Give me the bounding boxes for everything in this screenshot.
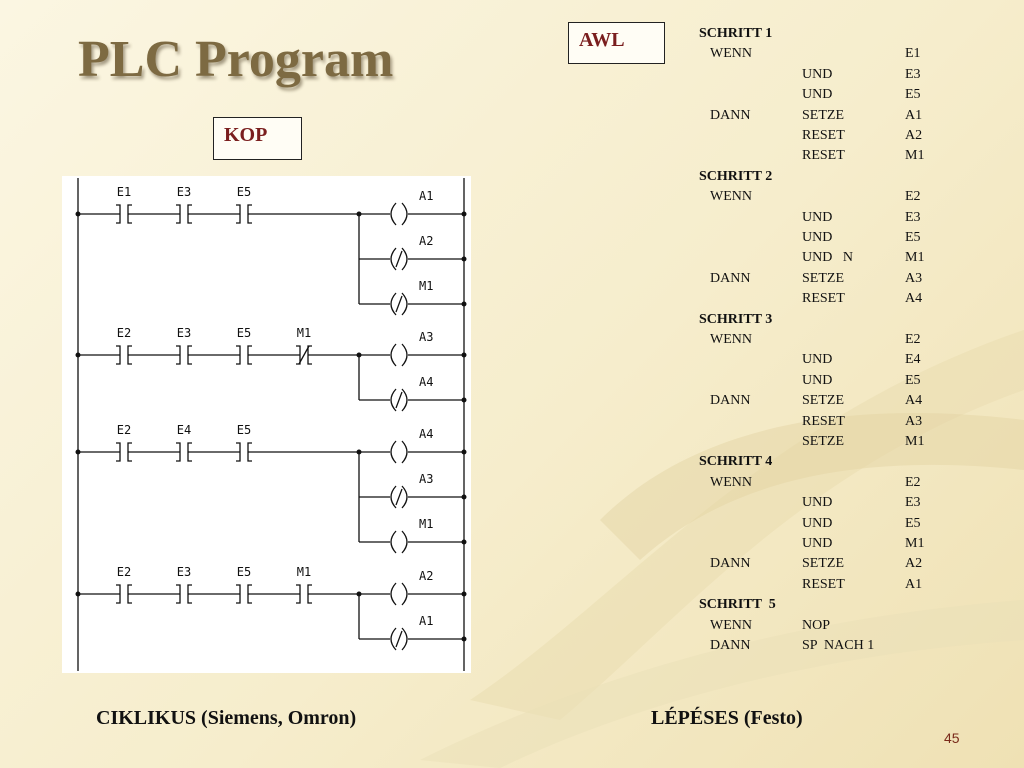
awl-operator: RESET xyxy=(802,413,845,429)
contact-label: E5 xyxy=(236,423,252,437)
coil-arc-left xyxy=(391,628,396,650)
coil-arc-right xyxy=(402,628,407,650)
contact-label: E2 xyxy=(116,423,132,437)
awl-operator: SETZE xyxy=(802,107,844,123)
coil-label: A4 xyxy=(419,427,434,441)
awl-operator: UND xyxy=(802,372,833,388)
contact-label: E5 xyxy=(236,185,252,199)
junction-dot xyxy=(462,257,467,262)
awl-step-header: SCHRITT 4 xyxy=(699,454,773,470)
coil-arc-left xyxy=(391,531,396,553)
coil-arc-left xyxy=(391,248,396,270)
awl-operand: M1 xyxy=(905,536,925,551)
awl-operator: UND xyxy=(802,87,833,103)
coil-label: A3 xyxy=(419,472,434,486)
coil-arc-left xyxy=(391,389,396,411)
awl-operand: E3 xyxy=(905,209,921,225)
awl-keyword: WENN xyxy=(710,617,752,633)
awl-operator: UND xyxy=(802,536,833,551)
coil-reset-slash xyxy=(396,392,402,408)
contact-label: E5 xyxy=(236,565,252,579)
awl-operand: E5 xyxy=(905,87,921,103)
awl-operand: E3 xyxy=(905,66,921,82)
junction-dot xyxy=(357,212,362,217)
awl-operand: E3 xyxy=(905,495,921,511)
caption-cyclic: CIKLIKUS (Siemens, Omron) xyxy=(96,707,357,729)
awl-keyword: DANN xyxy=(710,393,751,409)
awl-operator: UND xyxy=(802,495,833,511)
coil-reset-slash xyxy=(396,251,402,267)
ladder-diagram xyxy=(62,176,471,673)
coil-arc-right xyxy=(402,293,407,315)
awl-step-header: SCHRITT 5 xyxy=(699,597,776,613)
junction-dot xyxy=(462,495,467,500)
coil-label: A1 xyxy=(419,614,434,628)
awl-operator: RESET xyxy=(802,128,845,143)
awl-keyword: WENN xyxy=(710,332,752,347)
awl-operand: A1 xyxy=(905,107,923,123)
contact-label: E2 xyxy=(116,565,132,579)
contact-label: M1 xyxy=(296,326,312,340)
awl-operand: M1 xyxy=(905,148,925,164)
coil-arc-left xyxy=(391,293,396,315)
awl-operand: E5 xyxy=(905,230,921,245)
kop-label-box xyxy=(213,117,302,160)
coil-arc-right xyxy=(402,389,407,411)
awl-operand: E5 xyxy=(905,515,921,531)
awl-operator: SETZE xyxy=(802,434,844,449)
awl-operand: E2 xyxy=(905,332,921,347)
awl-operator: UND xyxy=(802,230,833,245)
rung-2 xyxy=(76,326,467,411)
awl-operator: UND xyxy=(802,66,833,82)
awl-operator: SETZE xyxy=(802,270,844,286)
awl-operand: A2 xyxy=(905,128,923,143)
coil-arc-right xyxy=(402,441,407,463)
coil-arc-right xyxy=(402,203,407,225)
awl-operator: NOP xyxy=(802,617,831,633)
junction-dot xyxy=(462,398,467,403)
awl-operand: E4 xyxy=(905,352,921,368)
awl-label-box xyxy=(568,22,665,64)
awl-operator: UND xyxy=(802,352,833,368)
coil-arc-left xyxy=(391,441,396,463)
awl-keyword: DANN xyxy=(710,107,751,123)
awl-label: AWL xyxy=(579,29,625,51)
junction-dot xyxy=(462,212,467,217)
kop-label: KOP xyxy=(224,124,268,146)
awl-operand: E1 xyxy=(905,46,921,62)
junction-dot xyxy=(462,540,467,545)
awl-keyword: WENN xyxy=(710,474,752,490)
coil-label: A2 xyxy=(419,569,434,583)
awl-operand: E5 xyxy=(905,372,921,388)
junction-dot xyxy=(462,353,467,358)
coil-reset-slash xyxy=(396,631,402,647)
coil-arc-left xyxy=(391,583,396,605)
coil-arc-right xyxy=(402,344,407,366)
junction-dot xyxy=(357,450,362,455)
awl-keyword: DANN xyxy=(710,270,751,286)
awl-operand: A1 xyxy=(905,576,923,592)
coil-arc-right xyxy=(402,248,407,270)
contact-label: E3 xyxy=(176,185,192,199)
coil-reset-slash xyxy=(396,296,402,312)
contact-label: E1 xyxy=(116,185,132,199)
ladder-diagram-svg xyxy=(62,176,471,673)
coil-arc-left xyxy=(391,486,396,508)
awl-operator: SP NACH 1 xyxy=(802,638,875,653)
coil-label: A2 xyxy=(419,234,434,248)
awl-step-header: SCHRITT 3 xyxy=(699,311,773,327)
awl-keyword: WENN xyxy=(710,189,752,205)
contact-label: E3 xyxy=(176,565,192,579)
rung-3 xyxy=(76,423,467,553)
awl-operator: RESET xyxy=(802,291,845,307)
contact-label: E3 xyxy=(176,326,192,340)
awl-operator: SETZE xyxy=(802,556,844,572)
contact-label: E2 xyxy=(116,326,132,340)
awl-operand: A4 xyxy=(905,291,923,307)
coil-arc-left xyxy=(391,203,396,225)
contact-label: E5 xyxy=(236,326,252,340)
awl-keyword: DANN xyxy=(710,638,751,653)
awl-step-header: SCHRITT 2 xyxy=(699,168,773,184)
awl-operand: M1 xyxy=(905,434,925,449)
coil-arc-left xyxy=(391,344,396,366)
coil-reset-slash xyxy=(396,489,402,505)
junction-dot xyxy=(357,592,362,597)
coil-arc-right xyxy=(402,531,407,553)
rung-4 xyxy=(76,565,467,650)
coil-label: M1 xyxy=(419,517,434,531)
junction-dot xyxy=(462,592,467,597)
awl-operator: UND N xyxy=(802,250,853,266)
coil-label: A3 xyxy=(419,330,434,344)
coil-arc-right xyxy=(402,486,407,508)
awl-operator: SETZE xyxy=(802,393,844,409)
coil-label: A4 xyxy=(419,375,434,389)
awl-operator: RESET xyxy=(802,148,845,164)
contact-label: M1 xyxy=(296,565,312,579)
awl-step-header: SCHRITT 1 xyxy=(699,26,773,41)
coil-label: A1 xyxy=(419,189,434,203)
slide-title: PLC Program xyxy=(78,31,394,88)
awl-keyword: DANN xyxy=(710,556,751,572)
awl-operator: UND xyxy=(802,515,833,531)
awl-operand: A3 xyxy=(905,413,923,429)
junction-dot xyxy=(462,450,467,455)
coil-arc-right xyxy=(402,583,407,605)
awl-operand: E2 xyxy=(905,474,921,490)
junction-dot xyxy=(462,302,467,307)
awl-operand: A4 xyxy=(905,393,923,409)
awl-operator: UND xyxy=(802,209,833,225)
contact-label: E4 xyxy=(176,423,192,437)
awl-operand: A2 xyxy=(905,556,923,572)
caption-step: LÉPÉSES (Festo) xyxy=(651,707,803,729)
junction-dot xyxy=(462,637,467,642)
awl-operand: M1 xyxy=(905,250,925,266)
rung-1 xyxy=(76,185,467,315)
awl-keyword: WENN xyxy=(710,46,752,62)
awl-operand: E2 xyxy=(905,189,921,205)
awl-operator: RESET xyxy=(802,576,845,592)
page-number: 45 xyxy=(944,730,960,746)
coil-label: M1 xyxy=(419,279,434,293)
awl-operand: A3 xyxy=(905,270,923,286)
junction-dot xyxy=(357,353,362,358)
